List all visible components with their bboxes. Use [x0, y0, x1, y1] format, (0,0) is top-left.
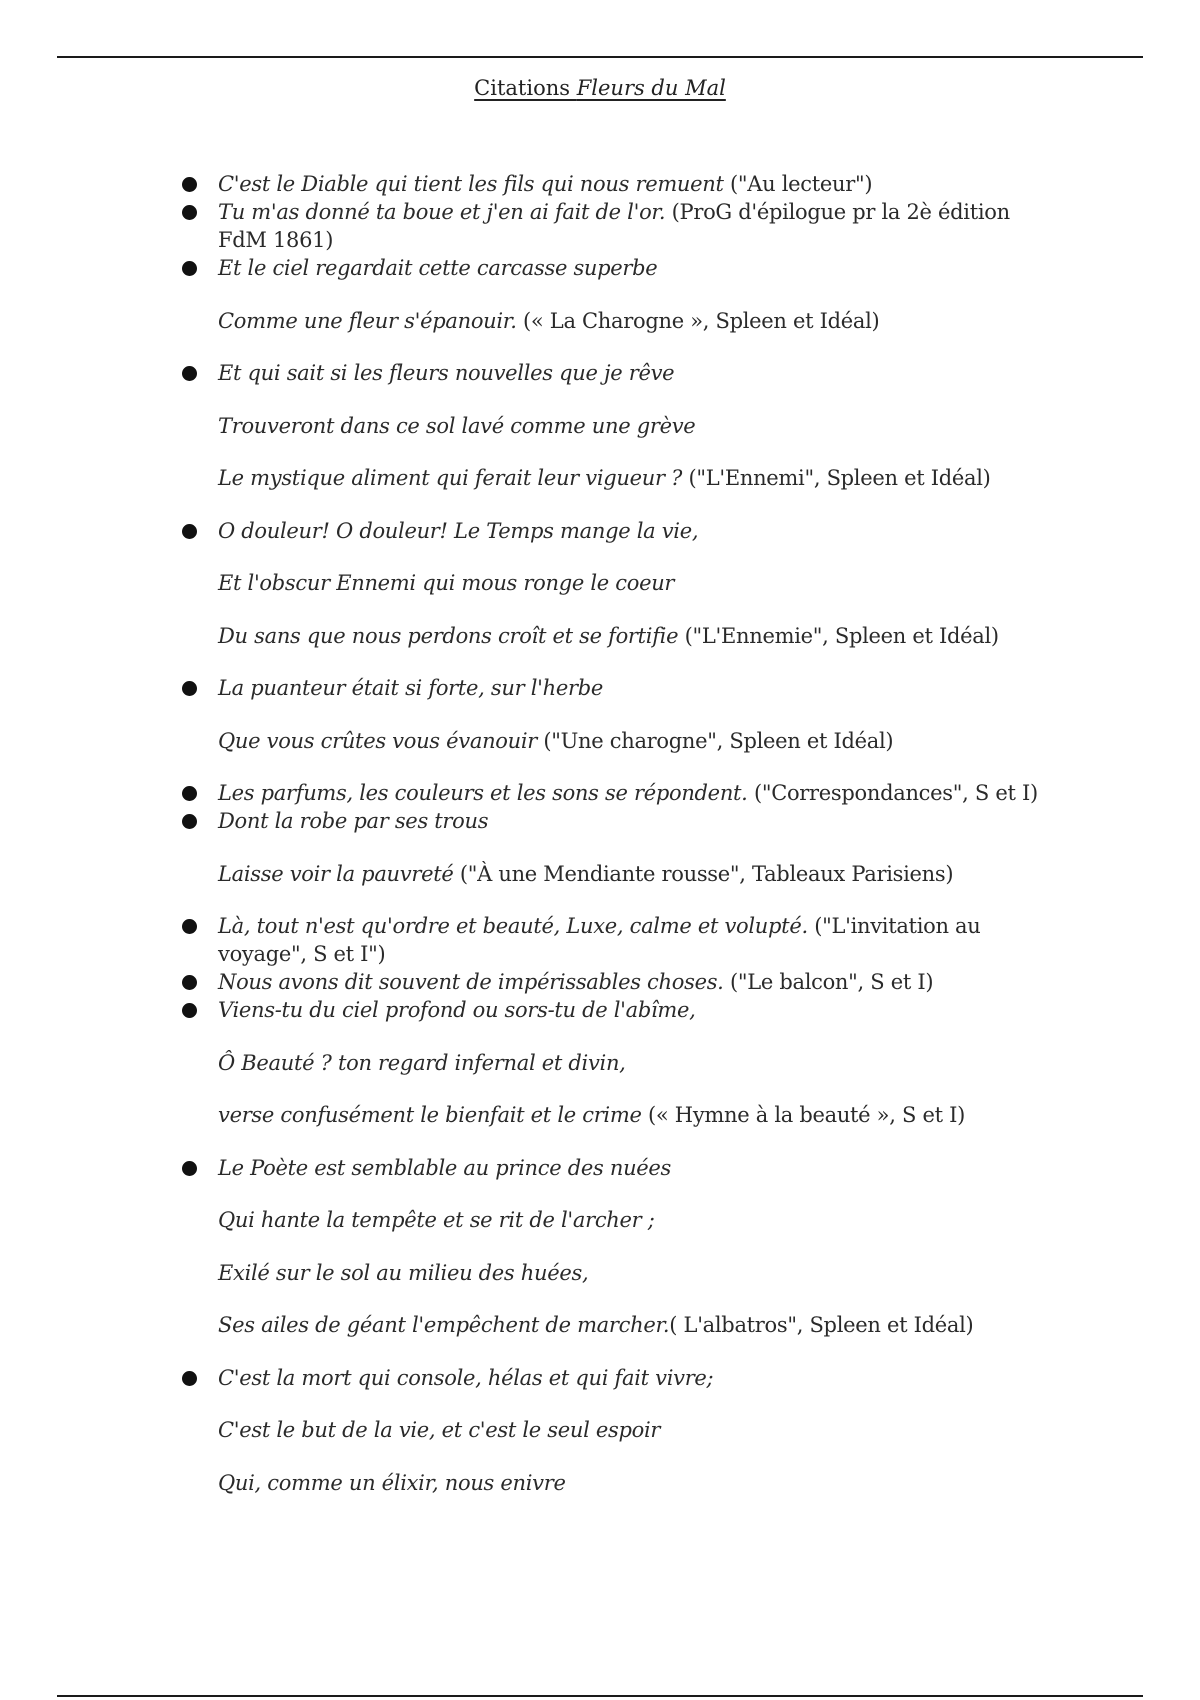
quote-verse: Que vous crûtes vous évanouir: [218, 728, 538, 753]
page-title-text: [474, 76, 726, 100]
bullet-icon: [182, 975, 197, 990]
quote-verse: Laisse voir la pauvreté: [218, 861, 454, 886]
quote-source: ("Le balcon", S et I): [723, 970, 934, 994]
quote-verse: C'est le Diable qui tient les fils qui nous remuent: [218, 172, 724, 196]
top-rule: [57, 56, 1143, 58]
quote-line: [218, 779, 1062, 807]
quote-verse: Exilé sur le sol au milieu des huées,: [218, 1260, 589, 1285]
quote-line: [218, 359, 1062, 387]
quote-item: [182, 1364, 1062, 1497]
quote-line: [218, 1311, 1062, 1339]
quote-verse: Qui, comme un élixir, nous enivre: [218, 1470, 566, 1495]
bullet-icon: [182, 1371, 197, 1386]
quote-item: [182, 198, 1062, 254]
quote-line: [218, 1101, 1062, 1129]
quote-verse: Viens-tu du ciel profond ou sors-tu de l'abîme,: [218, 998, 696, 1022]
quote-line: [218, 412, 1062, 440]
quote-source: ("L'Ennemi", Spleen et Idéal): [682, 466, 991, 490]
quote-list: [182, 170, 1062, 1497]
quote-source: ("Une charogne", Spleen et Idéal): [537, 728, 894, 753]
quote-line: [218, 727, 1062, 755]
quote-line: [218, 1154, 1062, 1182]
bullet-icon: [182, 261, 197, 276]
quote-verse: Du sans que nous perdons croît et se fortifie: [218, 623, 679, 648]
quote-verse: Ô Beauté ? ton regard infernal et divin,: [218, 1050, 626, 1075]
quote-verse: Là, tout n'est qu'ordre et beauté, Luxe, calme et volupté.: [218, 914, 808, 938]
title-italic: Fleurs du Mal: [576, 76, 726, 100]
quote-item: [182, 1154, 1062, 1340]
quote-source: ("Correspondances", S et I): [747, 781, 1038, 805]
quote-item: [182, 517, 1062, 650]
quote-source: ("À une Mendiante rousse", Tableaux Parisiens): [453, 861, 954, 886]
quote-verse: Comme une fleur s'épanouir.: [218, 308, 517, 333]
quote-source: ("Au lecteur"): [723, 172, 873, 196]
bullet-icon: [182, 1003, 197, 1018]
quote-line: [218, 1049, 1062, 1077]
quote-verse: Dont la robe par ses trous: [218, 809, 489, 833]
quote-verse: verse confusément le bienfait et le crime: [218, 1103, 642, 1127]
quote-line: [218, 622, 1062, 650]
quote-item: [182, 170, 1062, 198]
bullet-icon: [182, 814, 197, 829]
bullet-icon: [182, 524, 197, 539]
quote-verse: Et l'obscur Ennemi qui mous ronge le coeur: [218, 571, 675, 595]
quote-line: [218, 307, 1062, 335]
bullet-icon: [182, 1161, 197, 1176]
bullet-icon: [182, 681, 197, 696]
bullet-icon: [182, 366, 197, 381]
quote-verse: Qui hante la tempête et se rit de l'archer ;: [218, 1208, 655, 1232]
quote-line: [218, 1259, 1062, 1287]
quote-source: ( L'albatros", Spleen et Idéal): [669, 1313, 974, 1337]
quote-source: (« Hymne à la beauté », S et I): [641, 1103, 965, 1127]
quote-item: [182, 779, 1062, 807]
page-title: [0, 74, 1200, 102]
quote-line: [218, 198, 1062, 254]
quote-verse: Le mystique aliment qui ferait leur vigueur ?: [218, 466, 683, 490]
quote-verse: Et qui sait si les fleurs nouvelles que je rêve: [218, 361, 675, 385]
quote-verse: C'est la mort qui console, hélas et qui fait vivre;: [218, 1365, 714, 1390]
quote-verse: Les parfums, les couleurs et les sons se répondent.: [218, 781, 748, 805]
quote-verse: La puanteur était si forte, sur l'herbe: [218, 676, 603, 700]
quote-line: [218, 464, 1062, 492]
quote-verse: Trouveront dans ce sol lavé comme une grève: [218, 413, 696, 438]
quote-line: [218, 1206, 1062, 1234]
quote-item: [182, 968, 1062, 996]
quote-item: [182, 359, 1062, 492]
quote-line: [218, 1416, 1062, 1444]
quote-line: [218, 254, 1062, 282]
quote-line: [218, 860, 1062, 888]
bullet-icon: [182, 205, 197, 220]
quote-item: [182, 254, 1062, 335]
quote-source: ("L'invitation au voyage", S et I"): [218, 914, 981, 966]
bullet-icon: [182, 177, 197, 192]
quote-line: [218, 996, 1062, 1024]
quote-verse: O douleur! O douleur! Le Temps mange la vie,: [218, 518, 699, 543]
quote-line: [218, 968, 1062, 996]
quote-verse: Tu m'as donné ta boue et j'en ai fait de l'or.: [218, 200, 666, 224]
quote-source: (« La Charogne », Spleen et Idéal): [516, 308, 880, 333]
quote-source: (ProG d'épilogue pr la 2è édition FdM 1861): [218, 200, 1010, 252]
quote-item: [182, 674, 1062, 755]
quote-item: [182, 807, 1062, 888]
quote-item: [182, 912, 1062, 968]
quote-verse: Le Poète est semblable au prince des nuées: [218, 1155, 672, 1180]
bullet-icon: [182, 919, 197, 934]
quote-line: [218, 1364, 1062, 1392]
quote-line: [218, 674, 1062, 702]
quote-line: [218, 569, 1062, 597]
quote-item: [182, 996, 1062, 1129]
quote-verse: Nous avons dit souvent de impérissables choses.: [218, 970, 724, 994]
quote-line: [218, 1469, 1062, 1497]
quote-line: [218, 170, 1062, 198]
quote-verse: Et le ciel regardait cette carcasse superbe: [218, 256, 658, 280]
quote-line: [218, 517, 1062, 545]
bottom-rule: [57, 1695, 1143, 1697]
quote-line: [218, 912, 1062, 968]
title-plain: Citations: [474, 76, 577, 100]
quote-verse: Ses ailes de géant l'empêchent de marcher.: [218, 1313, 670, 1337]
quote-source: ("L'Ennemie", Spleen et Idéal): [678, 623, 999, 648]
quote-verse: C'est le but de la vie, et c'est le seul espoir: [218, 1418, 661, 1442]
quote-line: [218, 807, 1062, 835]
bullet-icon: [182, 786, 197, 801]
